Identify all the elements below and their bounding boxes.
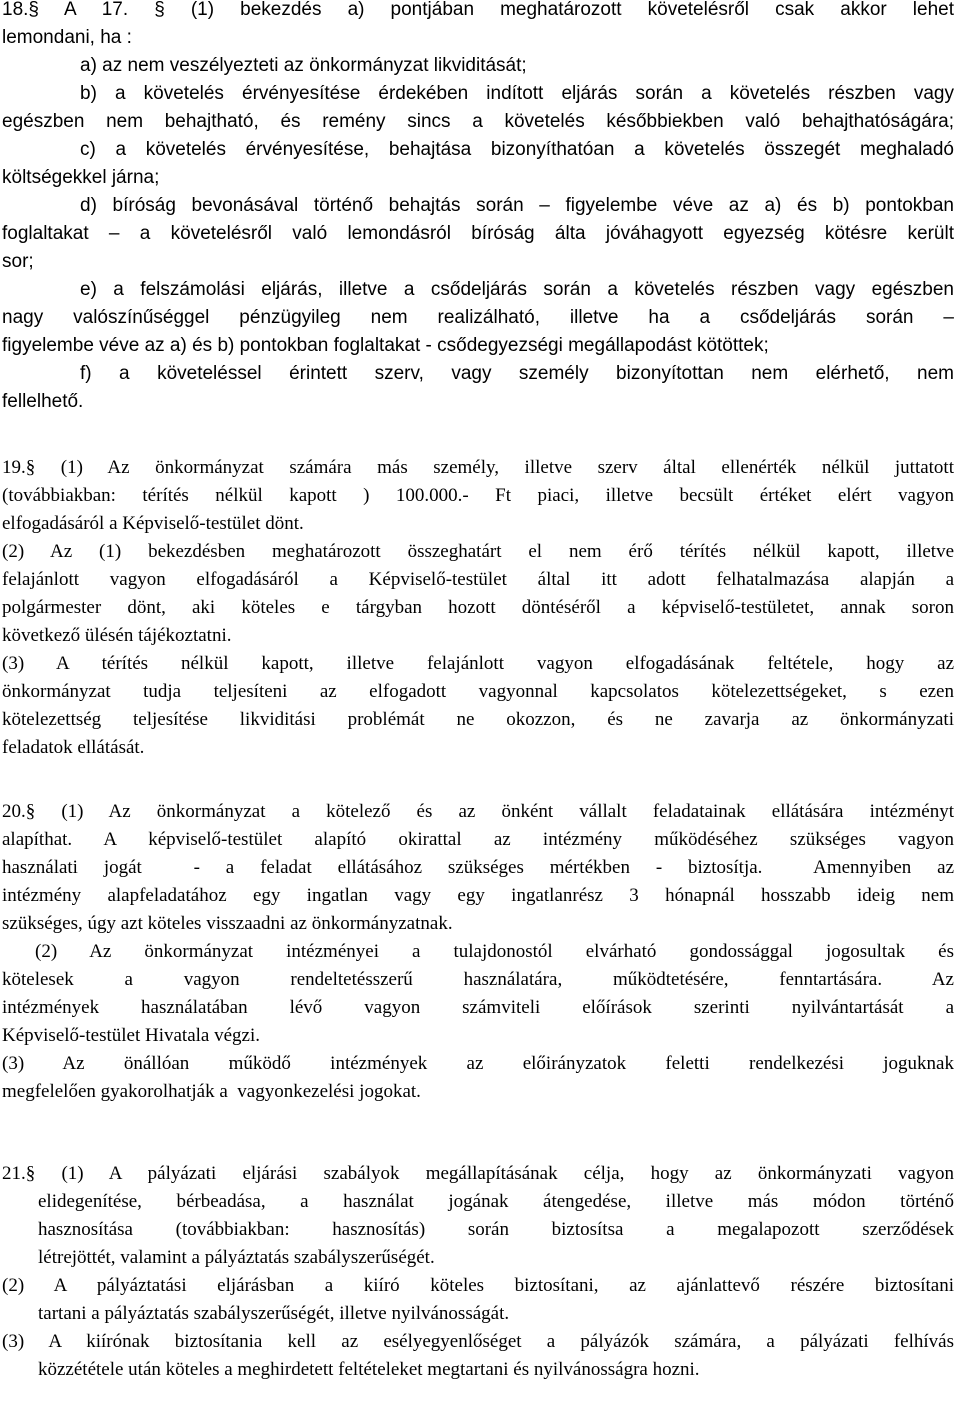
text-line: hasznosítása (továbbiakban: hasznosítás) során biztosítsa a megalapozott szerződések bbox=[38, 1219, 954, 1240]
text-line: (3) Az önállóan működő intézmények az előirányzatok feletti rendelkezési joguknak bbox=[2, 1053, 954, 1074]
text-line: Képviselő-testület Hivatala végzi. bbox=[2, 1025, 260, 1046]
text-line: (3) A kiírónak biztosítania kell az esélyegyenlőséget a pályázók számára, a pályázati felhívás bbox=[2, 1331, 954, 1352]
text-line: kötelesek a vagyon rendeltetésszerű használatára, működtetésére, fenntartására. Az bbox=[2, 969, 954, 990]
text-line: intézmények használatában lévő vagyon számviteli előírások szerinti nyilvántartását a bbox=[2, 997, 954, 1018]
text-line: 21.§ (1) A pályázati eljárási szabályok megállapításának célja, hogy az önkormányzati vagyon bbox=[2, 1163, 954, 1184]
text-line: figyelembe véve az a) és b) pontokban foglaltakat - csődegyezségi megállapodást kötöttek; bbox=[2, 335, 769, 356]
text-line: e) a felszámolási eljárás, illetve a csődeljárás során a követelés részben vagy egészben bbox=[80, 279, 954, 300]
text-line: sor; bbox=[2, 251, 34, 272]
text-line: 18.§ A 17. § (1) bekezdés a) pontjában meghatározott követelésről csak akkor lehet bbox=[2, 0, 954, 20]
text-line: (továbbiakban: térítés nélkül kapott ) 100.000.- Ft piaci, illetve becsült értéket elért vagyon bbox=[2, 485, 954, 506]
text-line: kötelezettség teljesítése likviditási problémát ne okozzon, és ne zavarja az önkormányzati bbox=[2, 709, 954, 730]
text-line: fellelhető. bbox=[2, 391, 84, 412]
text-line: (2) Az (1) bekezdésben meghatározott összeghatárt el nem érő térítés nélkül kapott, illetve bbox=[2, 541, 954, 562]
text-line: elidegenítése, bérbeadása, a használat jogának átengedése, illetve más módon történő bbox=[38, 1191, 954, 1212]
text-line: szükséges, úgy azt köteles visszaadni az önkormányzatnak. bbox=[2, 913, 453, 934]
text-line: 19.§ (1) Az önkormányzat számára más személy, illetve szerv által ellenérték nélkül juttatott bbox=[2, 457, 954, 478]
text-line: egészben nem behajtható, és remény sincs a követelés későbbiekben való behajthatóságára; bbox=[2, 111, 954, 132]
text-line: polgármester dönt, aki köteles e tárgyban hozott döntéséről a képviselő-testületet, annak soron bbox=[2, 597, 954, 618]
text-line: (2) Az önkormányzat intézményei a tulajdonostól elvárható gondossággal jogosultak és bbox=[2, 941, 954, 962]
text-line: használati jogát - a feladat ellátásához szükséges mértékben - biztosítja. Amennyiben az bbox=[2, 857, 954, 878]
text-line: a) az nem veszélyezteti az önkormányzat likviditását; bbox=[80, 55, 527, 76]
text-line: közzététele után köteles a meghirdetett feltételeket megtartani és nyilvánosságra hozni. bbox=[38, 1359, 700, 1380]
text-line: megfelelően gyakorolhatják a vagyonkezelési jogokat. bbox=[2, 1081, 421, 1102]
text-line: költségekkel járna; bbox=[2, 167, 160, 188]
text-line: (3) A térítés nélkül kapott, illetve felajánlott vagyon elfogadásának feltétele, hogy az bbox=[2, 653, 954, 674]
text-line: intézmény alapfeladatához egy ingatlan vagy egy ingatlanrész 3 hónapnál hosszabb ideig nem bbox=[2, 885, 954, 906]
text-line: tartani a pályáztatás szabályszerűségét, illetve nyilvánosságát. bbox=[38, 1303, 510, 1324]
text-line: következő ülésén tájékoztatni. bbox=[2, 625, 232, 646]
text-line: c) a követelés érvényesítése, behajtása bizonyíthatóan a követelés összegét meghaladó bbox=[80, 139, 954, 160]
text-line: b) a követelés érvényesítése érdekében indított eljárás során a követelés részben vagy bbox=[80, 83, 954, 104]
text-line: elfogadásáról a Képviselő-testület dönt. bbox=[2, 513, 304, 534]
text-line: önkormányzat tudja teljesíteni az elfogadott vagyonnal kapcsolatos kötelezettségeket, s ezen bbox=[2, 681, 954, 702]
text-line: lemondani, ha : bbox=[2, 27, 132, 48]
text-line: feladatok ellátását. bbox=[2, 737, 145, 758]
text-line: felajánlott vagyon elfogadásáról a Képviselő-testület által itt adott felhatalmazása alapján a bbox=[2, 569, 954, 590]
text-line: (2) A pályáztatási eljárásban a kiíró köteles biztosítani, az ajánlattevő részére biztosítani bbox=[2, 1275, 954, 1296]
text-line: f) a követeléssel érintett szerv, vagy személy bizonyítottan nem elérhető, nem bbox=[80, 363, 954, 384]
text-line: nagy valószínűséggel pénzügyileg nem realizálható, illetve ha a csődeljárás során – bbox=[2, 307, 954, 328]
text-line: 20.§ (1) Az önkormányzat a kötelező és az önként vállalt feladatainak ellátására intézményt bbox=[2, 801, 954, 822]
text-line: alapíthat. A képviselő-testület alapító okirattal az intézmény működéséhez szükséges vagyon bbox=[2, 829, 954, 850]
text-line: létrejöttét, valamint a pályáztatás szabályszerűségét. bbox=[38, 1247, 435, 1268]
text-line: d) bíróság bevonásával történő behajtás során – figyelembe véve az a) és b) pontokban bbox=[80, 195, 954, 216]
text-line: foglaltakat – a követelésről való lemondásról bíróság álta jóváhagyott egyezség kötésre került bbox=[2, 223, 954, 244]
